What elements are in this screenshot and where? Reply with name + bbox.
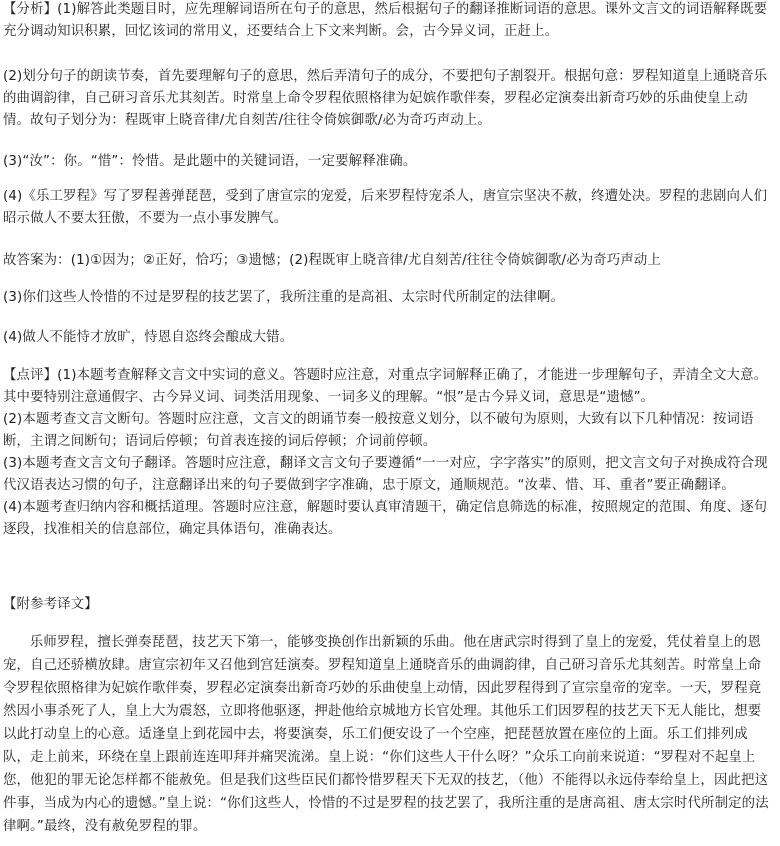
answer-line-2: (3)你们这些人怜惜的不过是罗程的技艺罢了，我所注重的是高祖、太宗时代所制定的法律啊。 [3, 290, 565, 305]
analysis-paragraph-2: (2)划分句子的朗读节奏，首先要理解句子的意思，然后弄清句子的成分，不要把句子割裂开。根据句意：罗程知道皇上通晓音乐的曲调韵律，自己研习音乐尤其刻苦。时常皇上命令罗程依照格律为妃嫔作歌伴奏，罗程必定演奏出新奇巧妙的乐曲使皇上动情。故句子划分为：程既审上晓音律/尤自刻苦/往往令倚嫔御歌/必为奇巧声动上。 [3, 69, 768, 128]
comment-paragraph-4: (4)本题考查归纳内容和概括道理。答题时应注意，解题时要认真审清题干，确定信息筛选的标准，按照规定的范围、角度、逐句逐段，找准相关的信息部位，确定具体语句，准确表达。 [3, 500, 768, 537]
analysis-paragraph-3: (3)“汝”：你。“惜”：怜惜。是此题中的关键词语，一定要解释准确。 [3, 154, 417, 169]
translation-header: 【附参考译文】 [3, 597, 98, 612]
analysis-paragraph-4: (4)《乐工罗程》写了罗程善弹琵琶，受到了唐宣宗的宠爱，后来罗程恃宠杀人，唐宣宗坚决不赦，终遭处决。罗程的悲剧向人们昭示做人不要太狂傲，不要为一点小事发脾气。 [3, 189, 768, 226]
comment-paragraph-2: (2)本题考查文言文断句。答题时应注意，文言文的朗诵节奏一般按意义划分，以不破句为原则，大致有以下几种情况：按词语断，主谓之间断句；语词后停顿；句首表连接的词后停顿；介词前停顿。 [3, 412, 754, 449]
analysis-text-1: (1)解答此类题目时，应先理解词语所在句子的意思，然后根据句子的翻译推断词语的意思。课外文言文的词语解释既要充分调动知识积累，回忆该词的常用义，还要结合上下文来判断。会，古今异义词，正赶上。 [3, 2, 768, 39]
comment-paragraph-3: (3)本题考查文言文句子翻译。答题时应注意，翻译文言文句子要遵循“一一对应，字字落实”的原则，把文言文句子对换成符合现代汉语表达习惯的句子，注意翻译出来的句子要做到字字准确，忠于原文，通顺规范。“汝辈、惜、耳、重者”要正确翻译。 [3, 456, 768, 493]
comment-paragraph-1: 【点评】(1)本题考查解释文言文中实词的意义。答题时应注意，对重点字词解释正确了，才能进一步理解句子，弄清全文大意。其中要特别注意通假字、古今异义词、词类活用现象、一词多义的理解。“恨”是古今异义词，意思是“遗憾”。 [3, 368, 768, 405]
translation-body: 乐师罗程，擅长弹奏琵琶，技艺天下第一，能够变换创作出新颖的乐曲。他在唐武宗时得到了皇上的宠爱，凭仗着皇上的恩宠，自己还骄横放肆。唐宣宗初年又召他到宫廷演奏。罗程知道皇上通晓音乐的曲调韵律，自己研习音乐尤其刻苦。时常皇上命令罗程依照格律为妃嫔作歌伴奏，罗程必定演奏出新奇巧妙的乐曲使皇上动情，因此罗程得到了宣宗皇帝的宠幸。一天，罗程竟然因小事杀死了人，皇上大为震怒，立即将他驱逐，押赴他给京城地方长官处理。其他乐工们因罗程的技艺天下无人能比，想要以此打动皇上的心意。适逢皇上到花园中去，将要演奏，乐工们便安设了一个空座，把琵琶放置在座位的上面。乐工们排列成队，走上前来，环绕在皇上跟前连连叩拜并痛哭流涕。皇上说：“你们这些人干什么呀？”众乐工向前来说道：“罗程对不起皇上您，他犯的罪无论怎样都不能赦免。但是我们这些臣民们都怜惜罗程天下无双的技艺，（他）不能得以永远侍奉给皇上，因此把这件事，当成为内心的遗憾。”皇上说：“你们这些人，怜惜的不过是罗程的技艺罢了，我所注重的是唐高祖、唐太宗时代所制定的法律啊。”最终，没有赦免罗程的罪。 [3, 635, 769, 834]
comment-section [3, 365, 774, 541]
answer-line-3: (4)做人不能恃才放旷，恃恩自恣终会酿成大错。 [3, 330, 294, 345]
analysis-header: 【分析】 [3, 2, 58, 17]
analysis-paragraph-1 [3, 0, 774, 43]
answer-line-1: 故答案为：(1)①因为；②正好，恰巧；③遗憾；(2)程既审上晓音律/尤自刻苦/往往令倚嫔御歌/必为奇巧声动上 [3, 253, 661, 268]
